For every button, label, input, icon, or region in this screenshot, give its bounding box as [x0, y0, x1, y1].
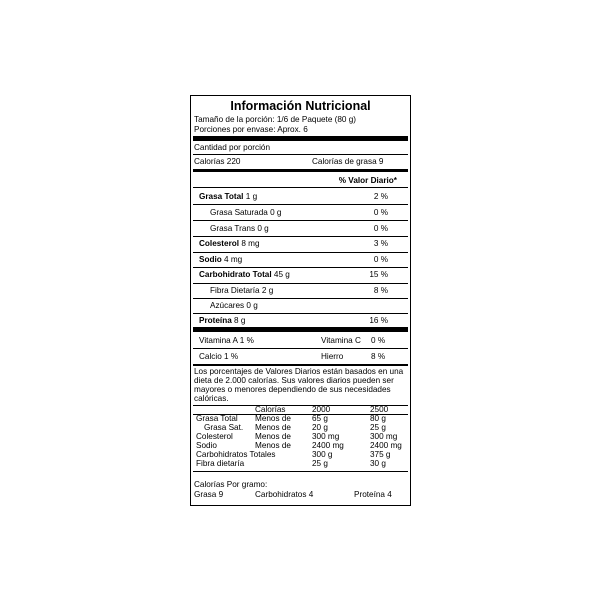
ref-row-qualifier: Menos de [255, 414, 291, 423]
rule [193, 298, 408, 299]
iron-value: 8 % [371, 352, 386, 361]
ref-header-calories: Calorías [255, 405, 286, 414]
calories-from-fat: Calorías de grasa 9 [312, 157, 384, 166]
carbs-label: Carbohidrato Total [199, 270, 272, 279]
sat-fat-dv: 0 % [373, 208, 388, 217]
rule [193, 267, 408, 268]
calcium: Calcio 1 % [199, 352, 239, 361]
trans-fat-label: Grasa Trans 0 g [210, 224, 269, 233]
vitamin-a: Vitamina A 1 % [199, 336, 254, 345]
carbs-row [199, 270, 290, 280]
rule [193, 204, 408, 205]
amount-per-serving: Cantidad por porción [194, 143, 271, 152]
footnote-line: Los porcentajes de Valores Diarios están basados en una [194, 367, 404, 376]
ref-row-2000: 2400 mg [312, 441, 344, 450]
vitamin-c-value: 0 % [371, 336, 386, 345]
rule [193, 220, 408, 221]
sodium-dv: 0 % [373, 255, 388, 264]
protein-dv: 16 % [369, 316, 388, 325]
carbs-amount: 45 g [273, 270, 290, 279]
ref-row-label: Fibra dietaría [196, 459, 245, 468]
daily-value-header: % Valor Diario* [338, 176, 397, 185]
serving-size: Tamaño de la porción: 1/6 de Paquete (80 g) [194, 115, 357, 124]
calories-per-gram-title: Calorías Por gramo: [194, 480, 268, 489]
footnote-line: calóricas. [194, 394, 229, 403]
calories-per-gram-carbs: Carbohidratos 4 [255, 490, 314, 499]
sodium-amount: 4 mg [224, 255, 243, 264]
ref-row-label: Sodio [196, 441, 217, 450]
ref-row-qualifier: Menos de [255, 432, 291, 441]
rule [193, 187, 408, 188]
fiber-label: Fibra Dietaría 2 g [210, 286, 274, 295]
protein-amount: 8 g [234, 316, 246, 325]
ref-row-2000: 300 mg [312, 432, 340, 441]
footnote-line: dieta de 2.000 calorías. Sus valores diarios pueden ser [194, 376, 394, 385]
rule [193, 252, 408, 253]
rule [193, 471, 408, 472]
ref-row-qualifier: Menos de [255, 441, 291, 450]
calories-per-gram-protein: Proteína 4 [354, 490, 392, 499]
vitamin-c-label: Vitamina C [321, 336, 361, 345]
label-title: Información Nutricional [230, 99, 371, 113]
calories: Calorías 220 [194, 157, 241, 166]
thick-rule [193, 136, 408, 141]
rule [193, 348, 408, 349]
cholesterol-row [199, 239, 260, 249]
medium-rule [193, 169, 408, 172]
rule [193, 283, 408, 284]
sat-fat-label: Grasa Saturada 0 g [210, 208, 282, 217]
rule [193, 313, 408, 314]
protein-label: Proteína [199, 316, 232, 325]
ref-row-2500: 300 mg [370, 432, 398, 441]
servings-per-container: Porciones por envase: Aprox. 6 [194, 125, 308, 134]
total-fat-row [199, 192, 257, 202]
ref-row-label: Carbohidratos Totales [196, 450, 276, 459]
sodium-row [199, 255, 242, 265]
ref-row-label: Colesterol [196, 432, 233, 441]
trans-fat-dv: 0 % [373, 224, 388, 233]
cholesterol-dv: 3 % [373, 239, 388, 248]
thick-rule [193, 327, 408, 332]
ref-row-label: Grasa Sat. [204, 423, 244, 432]
ref-row-2000: 20 g [312, 423, 328, 432]
total-fat-dv: 2 % [373, 192, 388, 201]
ref-row-2000: 65 g [312, 414, 328, 423]
total-fat-amount: 1 g [245, 192, 258, 201]
ref-header-2000: 2000 [312, 405, 331, 414]
footnote-line: mayores o menores dependiendo de sus necesidades [194, 385, 391, 394]
ref-row-label: Grasa Total [196, 414, 238, 423]
medium-rule [193, 364, 408, 366]
protein-row [199, 316, 245, 326]
sodium-label: Sodio [199, 255, 222, 264]
total-fat-label: Grasa Total [199, 192, 244, 201]
ref-row-2500: 375 g [370, 450, 391, 459]
ref-row-2500: 25 g [370, 423, 386, 432]
ref-header-2500: 2500 [370, 405, 389, 414]
sugars-label: Azúcares 0 g [210, 301, 258, 310]
ref-row-2000: 300 g [312, 450, 333, 459]
ref-row-2500: 30 g [370, 459, 386, 468]
rule [193, 154, 408, 155]
rule [193, 236, 408, 237]
iron-label: Hierro [321, 352, 344, 361]
carbs-dv: 15 % [369, 270, 388, 279]
nutrition-facts-label [190, 95, 411, 506]
ref-row-qualifier: Menos de [255, 423, 291, 432]
ref-row-2500: 2400 mg [370, 441, 402, 450]
calories-per-gram-fat: Grasa 9 [194, 490, 224, 499]
cholesterol-label: Colesterol [199, 239, 240, 248]
ref-row-2000: 25 g [312, 459, 328, 468]
cholesterol-amount: 8 mg [241, 239, 260, 248]
ref-row-2500: 80 g [370, 414, 386, 423]
fiber-dv: 8 % [373, 286, 388, 295]
